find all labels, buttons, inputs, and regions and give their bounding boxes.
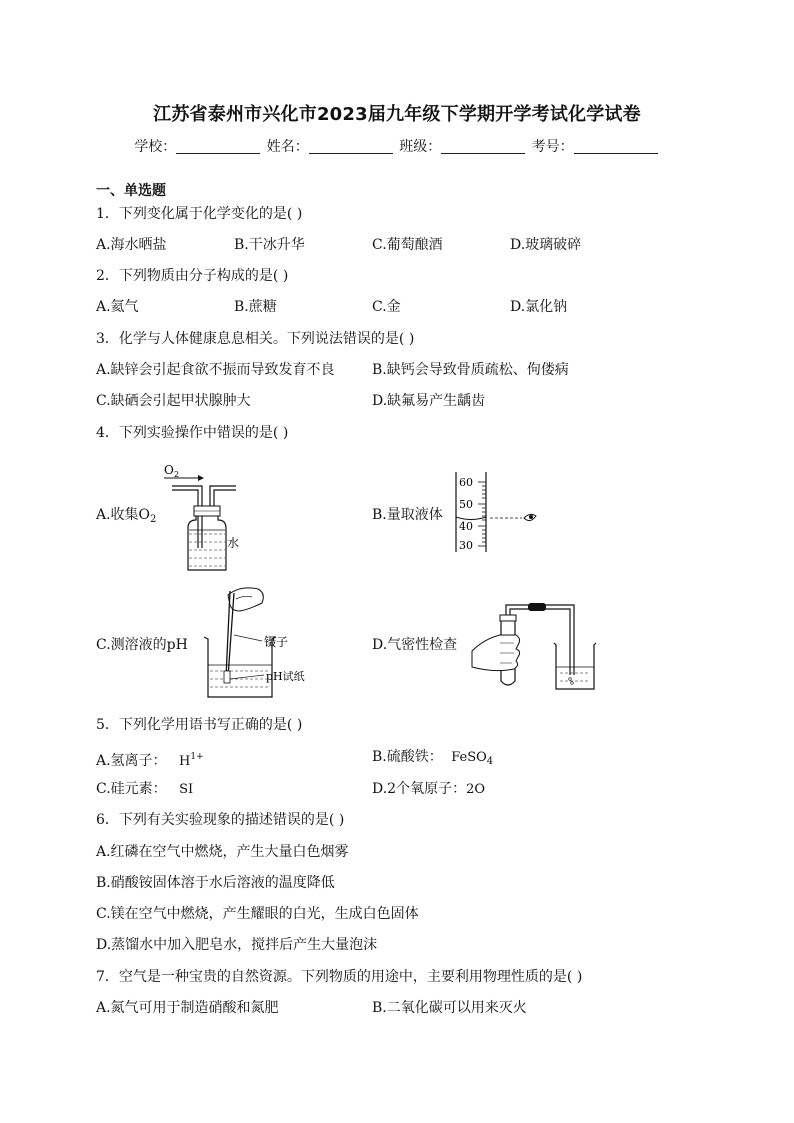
section-heading: 一、单选题: [96, 183, 166, 199]
scale-50: 50: [459, 498, 473, 511]
q6-option-c[interactable]: C.镁在空气中燃烧，产生耀眼的白光，生成白色固体: [96, 906, 419, 922]
q4-option-a-label: A.收集O: [96, 507, 151, 523]
q5-option-d-label: D.2个氧原子：: [372, 781, 467, 797]
q5-option-c[interactable]: [96, 780, 193, 799]
q3-option-b[interactable]: B.缺钙会导致骨质疏松、佝偻病: [372, 362, 569, 378]
q5-option-d[interactable]: [372, 780, 485, 799]
figure-a-gas-bottle: [160, 458, 250, 576]
q2-option-a[interactable]: A.氦气: [96, 299, 139, 315]
q1-option-c[interactable]: C.葡萄酿酒: [372, 237, 443, 253]
q4-option-a[interactable]: [96, 506, 156, 529]
q2-option-c[interactable]: C.金: [372, 299, 401, 315]
scale-30: 30: [459, 539, 473, 552]
question-4-stem: 4．下列实验操作中错误的是( ): [96, 425, 289, 441]
oxygen-atoms-formula: 2O: [466, 782, 486, 797]
q4-option-c[interactable]: C.测溶液的pH: [96, 637, 188, 653]
q4-option-b[interactable]: B.量取液体: [372, 507, 443, 523]
ph-paper-label: pH试纸: [266, 670, 305, 683]
q2-option-d[interactable]: D.氯化钠: [510, 299, 568, 315]
question-3-stem: 3．化学与人体健康息息相关。下列说法错误的是( ): [96, 331, 415, 347]
page-title: 江苏省泰州市兴化市2023届九年级下学期开学考试化学试卷: [153, 104, 641, 125]
question-1-stem: 1．下列变化属于化学变化的是( ): [96, 206, 303, 222]
ferric-sulfate-formula: [451, 750, 493, 765]
q3-option-a[interactable]: A.缺锌会引起食欲不振而导致发育不良: [96, 362, 335, 378]
q6-option-b[interactable]: B.硝酸铵固体溶于水后溶液的温度降低: [96, 875, 335, 891]
q5-option-b-label: B.硫酸铁：: [372, 749, 443, 765]
o2-label: O: [164, 463, 174, 477]
q6-option-a[interactable]: A.红磷在空气中燃烧，产生大量白色烟雾: [96, 844, 349, 860]
q3-option-d[interactable]: D.缺氟易产生龋齿: [372, 393, 486, 409]
formula-a-sup: 1+: [190, 752, 204, 762]
question-7-stem: 7．空气是一种宝贵的自然资源。下列物质的用途中，主要利用物理性质的是( ): [96, 969, 583, 985]
school-blank[interactable]: [176, 139, 260, 154]
class-blank[interactable]: [441, 139, 525, 154]
question-6-stem: 6．下列有关实验现象的描述错误的是( ): [96, 812, 345, 828]
q1-option-b[interactable]: B.干冰升华: [234, 237, 305, 253]
scale-60: 60: [459, 476, 473, 489]
q3-option-c[interactable]: C.缺硒会引起甲状腺肿大: [96, 393, 251, 409]
figure-c-ph-test: [200, 585, 330, 703]
scale-40: 40: [459, 520, 473, 533]
q7-option-a[interactable]: A.氮气可用于制造硝酸和氮肥: [96, 1000, 279, 1016]
q1-option-a[interactable]: A.海水晒盐: [96, 237, 167, 253]
q7-option-b[interactable]: B.二氧化碳可以用来灭火: [372, 1000, 527, 1016]
o2-subscript: 2: [174, 470, 180, 479]
name-label: 姓名：: [266, 139, 309, 155]
q1-option-d[interactable]: D.玻璃破碎: [510, 237, 582, 253]
formula-b-base: FeSO: [451, 750, 487, 765]
figure-d-airtightness: [470, 595, 600, 695]
number-blank[interactable]: [574, 139, 658, 154]
name-blank[interactable]: [309, 139, 393, 154]
q4-option-a-subscript: 2: [150, 514, 157, 525]
q5-option-a[interactable]: [96, 748, 204, 771]
q4-option-d[interactable]: D.气密性检查: [372, 637, 458, 653]
silicon-formula: SI: [179, 782, 194, 797]
student-info-line: [0, 136, 794, 156]
q6-option-d[interactable]: D.蒸馏水中加入肥皂水，搅拌后产生大量泡沫: [96, 937, 378, 953]
q5-option-c-label: C.硅元素：: [96, 781, 167, 797]
question-2-stem: 2．下列物质由分子构成的是( ): [96, 268, 289, 284]
hydrogen-ion-formula: [179, 754, 204, 769]
formula-b-sub: 4: [486, 756, 494, 767]
water-label: 水: [227, 536, 240, 550]
school-label: 学校：: [134, 139, 177, 155]
number-label: 考号：: [531, 139, 574, 155]
q2-option-b[interactable]: B.蔗糖: [234, 299, 277, 315]
question-5-stem: 5．下列化学用语书写正确的是( ): [96, 717, 303, 733]
class-label: 班级：: [399, 139, 442, 155]
tweezers-label: 镊子: [264, 635, 289, 649]
formula-a-base: H: [179, 754, 191, 769]
q5-option-a-label: A.氢离子：: [96, 753, 167, 769]
figure-b-cylinder: [452, 470, 544, 556]
q5-option-b[interactable]: [372, 748, 493, 771]
